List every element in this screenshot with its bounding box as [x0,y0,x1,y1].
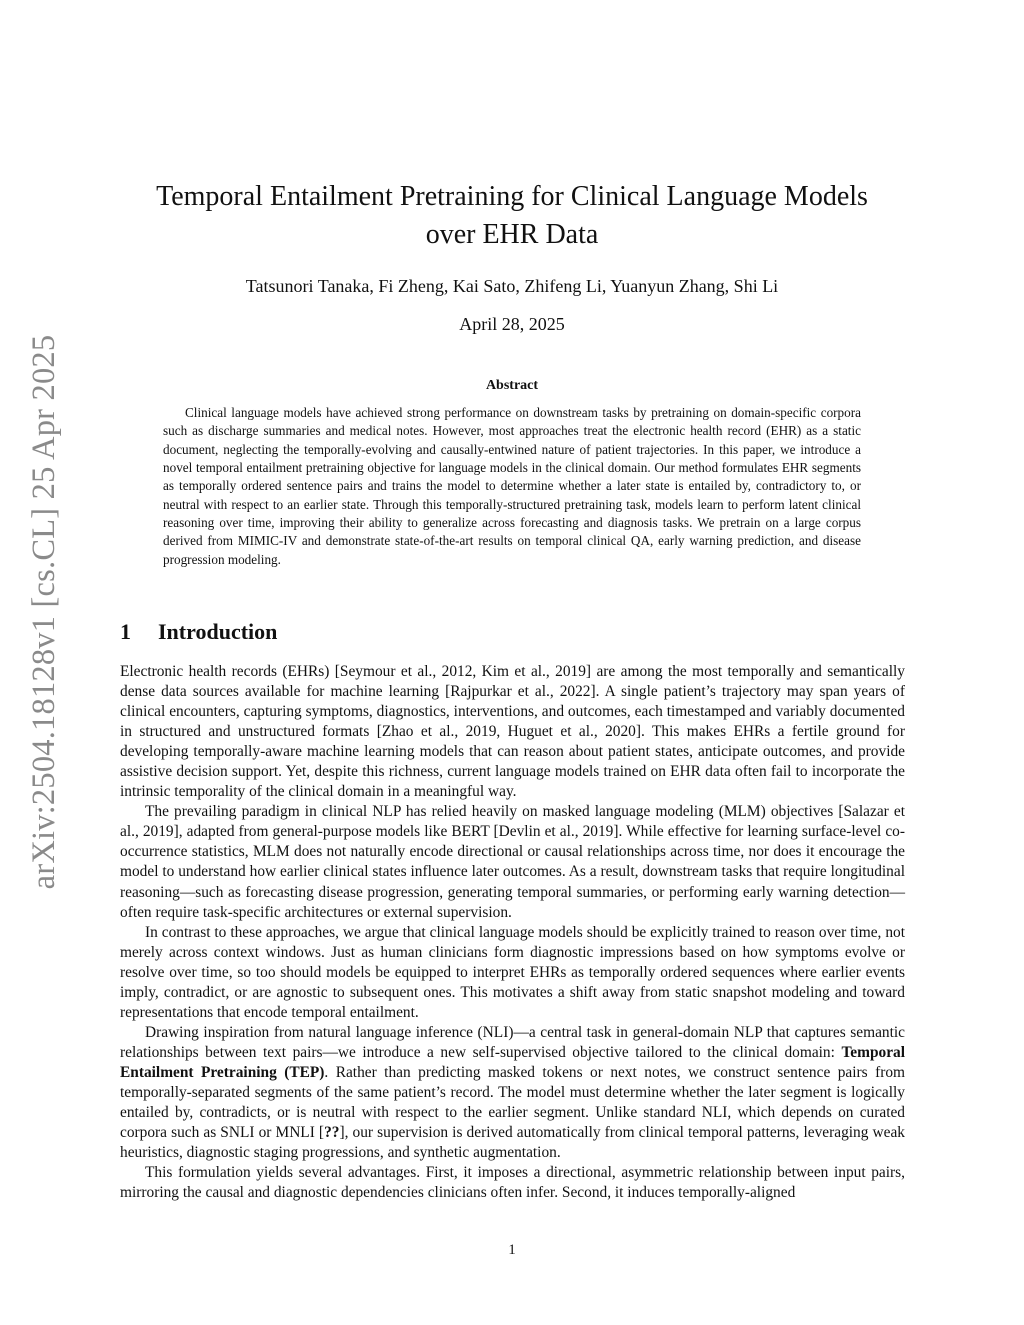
abstract-heading: Abstract [485,378,539,393]
body-paragraph-2: The prevailing paradigm in clinical NLP has relied heavily on masked language modeling (MLM) objectives [Salazar et al., 2019], adapted from general-purpose models like BERT [Devlin et al., 2019]. While effective for learning surface-level co-occurrence statistics, MLM does not naturally encode directional or causal relationships across time, nor does it encourage the model to understand how earlier clinical states influence later outcomes. As a result, downstream tasks that require longitudinal reasoning—such as forecasting disease progression, generating temporal summaries, or performing early warning detection—often require task-specific architectures or external supervision. [120,803,905,921]
abstract-body [163,404,861,569]
abstract-paragraph: Clinical language models have achieved strong performance on downstream tasks by pretraining on domain-specific corpora such as discharge summaries and medical notes. However, most approaches treat the electronic health record (EHR) as a static document, neglecting the temporally-evolving and causally-entwined nature of patient trajectories. In this paper, we introduce a novel temporal entailment pretraining objective for language models in the clinical domain. Our method formulates EHR segments as temporally ordered sentence pairs and trains the model to determine whether a later state is entailed by, contradictory to, or neutral with respect to an earlier state. Through this temporally-structured pretraining task, models learn to perform latent clinical reasoning over time, improving their ability to generalize across forecasting and diagnosis tasks. We pretrain on a large corpus derived from MIMIC-IV and demonstrate state-of-the-art results on temporal clinical QA, early warning prediction, and disease progression modeling. [163,405,861,567]
paper-title [100,178,924,254]
publication-date: April 28, 2025 [459,314,565,334]
method-name-emphasis: Temporal Entailment Pretraining (TEP) [120,1043,905,1081]
introduction-body [120,662,905,1203]
section-number: 1 [120,619,131,644]
body-paragraph-5: This formulation yields several advantages. First, it imposes a directional, asymmetric relationship between input pairs, mirroring the causal and diagnostic dependencies clinicians often infer. Second, it induces temporally-aligned [120,1164,905,1202]
page-number: 1 [508,1242,516,1258]
paragraph-4-text-c: ], our supervision is derived automatically from clinical temporal patterns, leveraging weak heuristics, diagnostic staging progressions, and synthetic augmentation. [120,1124,905,1162]
body-paragraph-4 [120,1023,905,1163]
section-title: Introduction [158,619,278,644]
paper-title-line-1: Temporal Entailment Pretraining for Clinical Language Models [156,181,868,212]
body-paragraph-1: Electronic health records (EHRs) [Seymour et al., 2012, Kim et al., 2019] are among the most temporally and semantically dense data sources available for machine learning [Rajpurkar et al., 2022]. A single patient’s trajectory may span years of clinical encounters, capturing symptoms, diagnostics, interventions, and outcomes, each timestamped and variably documented in structured and unstructured formats [Zhao et al., 2019, Huguet et al., 2020]. This makes EHRs a fertile ground for developing temporally-aware machine learning models that can reason about patient states, anticipate outcomes, and provide assistive decision support. Yet, despite this richness, current language models trained on EHR data often fail to incorporate the intrinsic temporality of the clinical domain in a meaningful way. [120,663,905,801]
unresolved-citation: ?? [324,1124,340,1142]
author-list: Tatsunori Tanaka, Fi Zheng, Kai Sato, Zhifeng Li, Yuanyun Zhang, Shi Li [245,276,779,296]
paragraph-4-text-b: . Rather than predicting masked tokens or next notes, we construct sentence pairs from temporally-separated segments of the same patient’s record. The model must determine whether the later segment is logically entailed by, contradicts, or is neutral with respect to the earlier segment. Unlike standard NLI, which depends on curated corpora such as SNLI or MNLI [ [120,1063,906,1142]
body-paragraph-3: In contrast to these approaches, we argue that clinical language models should be explicitly trained to reason over time, not merely across context windows. Just as human clinicians form diagnostic impressions based on how symptoms evolve or resolve over time, so too should models be equipped to interpret EHRs as temporally ordered sequences where earlier events imply, contradict, or are agnostic to subsequent ones. This motivates a shift away from static snapshot modeling and toward representations that encode temporal entailment. [120,923,905,1021]
paragraph-4-text-a: Drawing inspiration from natural language inference (NLI)—a central task in general-domain NLP that captures semantic relationships between text pairs—we introduce a new self-supervised objective tailored to the clinical domain: [120,1023,905,1061]
arxiv-side-stamp: arXiv:2504.18128v1 [cs.CL] 25 Apr 2025 [26,334,62,890]
section-heading [120,617,277,647]
paper-title-line-2: over EHR Data [425,219,599,250]
